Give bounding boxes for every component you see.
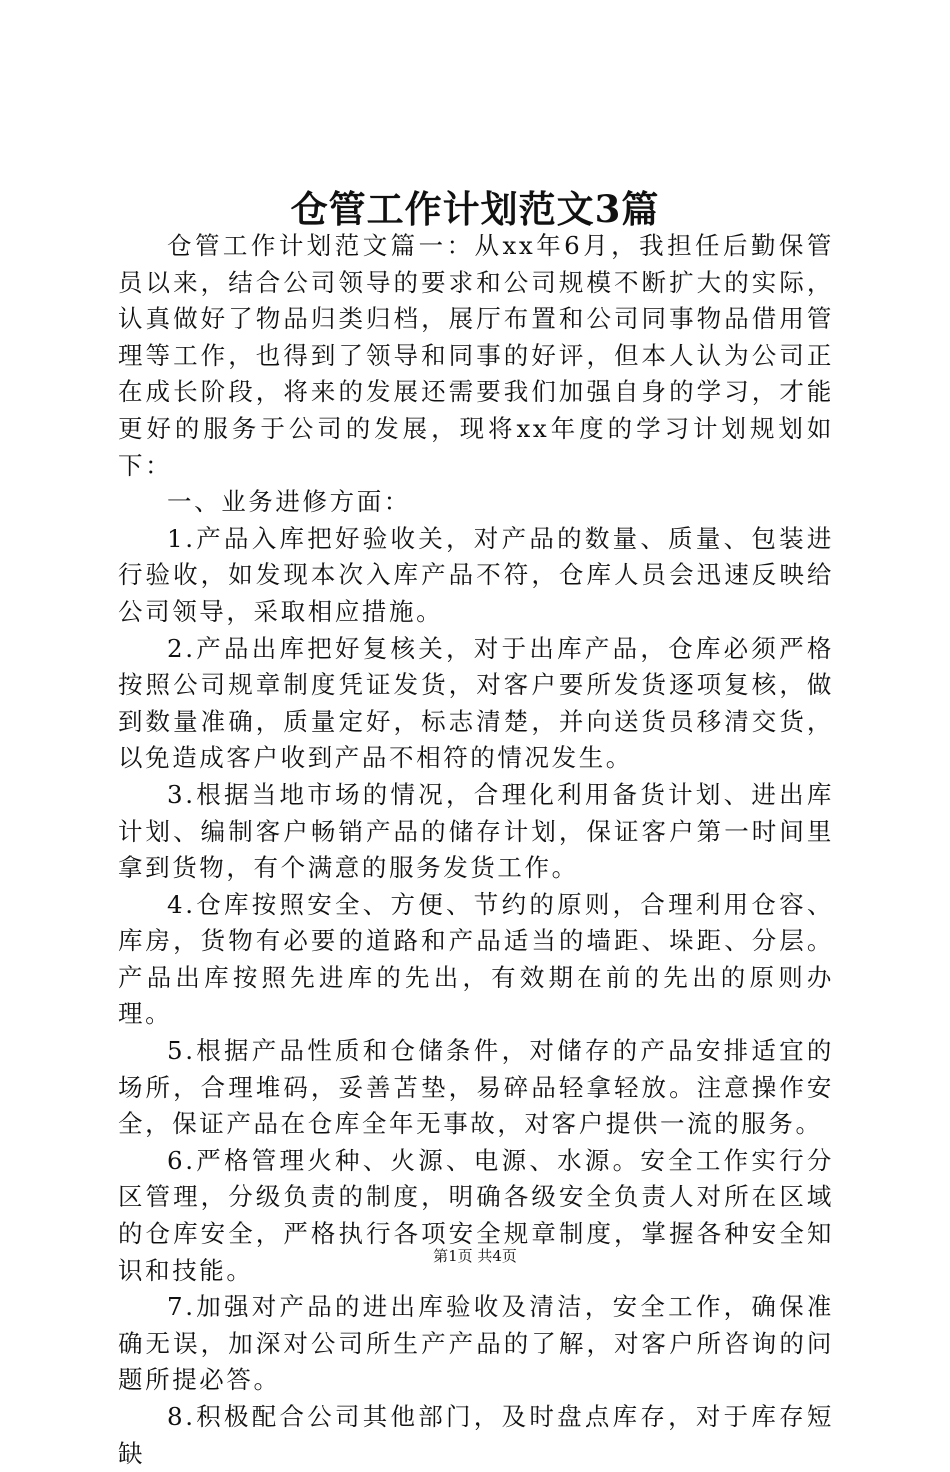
list-item: 6.严格管理火种、火源、电源、水源。安全工作实行分区管理，分级负责的制度，明确各级安全负责人对所在区域的仓库安全，严格执行各项安全规章制度，掌握各种安全知识和技能。 [118,1145,834,1285]
page-footer: 第1页 共4页 [433,1247,517,1265]
list-item: 8.积极配合公司其他部门，及时盘点库存，对于库存短缺 [118,1402,834,1468]
paragraph-intro: 仓管工作计划范文篇一：从xx年6月，我担任后勤保管员以来，结合公司领导的要求和公司规模不断扩大的实际，认真做好了物品归类归档，展厅布置和公司同事物品借用管理等工作，也得到了领导和同事的好评，但本人认为公司正在成长阶段，将来的发展还需要我们加强自身的学习，才能更好的服务于公司的发展，现将xx年度的学习计划规划如下： [118,231,834,480]
document-body [118,228,834,1472]
document-title: 仓管工作计划范文3篇 [290,187,660,231]
list-item: 1.产品入库把好验收关，对产品的数量、质量、包装进行验收，如发现本次入库产品不符，仓库人员会迅速反映给公司领导，采取相应措施。 [118,523,834,626]
list-item: 5.根据产品性质和仓储条件，对储存的产品安排适宜的场所，合理堆码，妥善苫垫，易碎品轻拿轻放。注意操作安全，保证产品在仓库全年无事故，对客户提供一流的服务。 [118,1036,834,1139]
list-item: 4.仓库按照安全、方便、节约的原则，合理利用仓容、库房，货物有必要的道路和产品适当的墙距、垛距、分层。产品出库按照先进库的先出，有效期在前的先出的原则办理。 [118,889,834,1029]
section-heading: 一、业务进修方面： [167,487,411,517]
list-item: 2.产品出库把好复核关，对于出库产品，仓库必须严格按照公司规章制度凭证发货，对客户要所发货逐项复核，做到数量准确，质量定好，标志清楚，并向送货员移清交货，以免造成客户收到产品不相符的情况发生。 [118,633,834,773]
list-item: 3.根据当地市场的情况，合理化利用备货计划、进出库计划、编制客户畅销产品的储存计划，保证客户第一时间里拿到货物，有个满意的服务发货工作。 [118,779,834,883]
list-item: 7.加强对产品的进出库验收及清洁，安全工作，确保准确无误，加深对公司所生产产品的了解，对客户所咨询的问题所提必答。 [118,1292,834,1395]
